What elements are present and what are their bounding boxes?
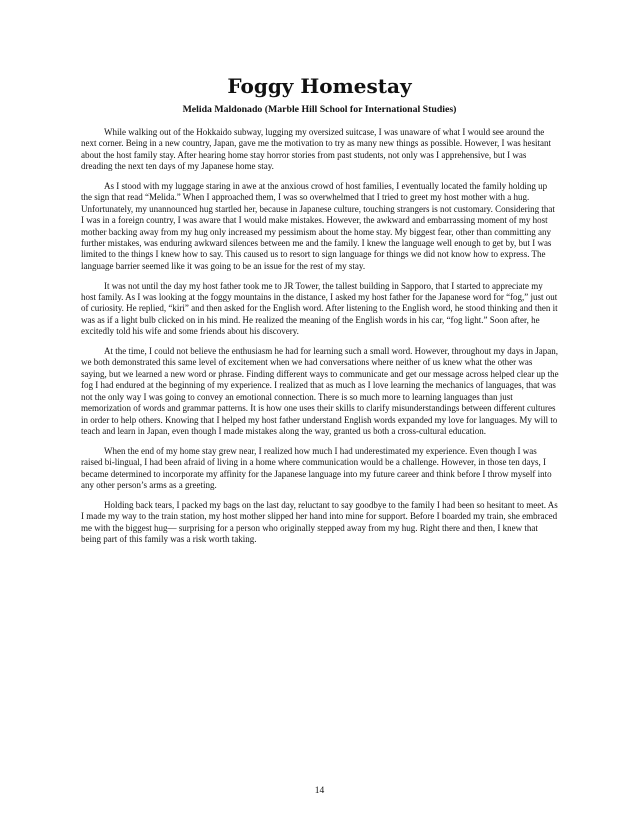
paragraph-3: It was not until the day my host father took me to JR Tower, the tallest building in Sapporo, that I started to appreciate my host family. As I was looking at the foggy mountains in the distance, I asked my host father for the Japanese word for “fog,” just out of curiosity. He replied, “kiri” and then asked for the English word. After listening to the English word, he stood thinking and then it was as if a light bulb clicked on in his mind. He realized the meaning of the English words in his car, “fog light.” Soon after, he excitedly told his wife and some friends about his discovery. [81, 280, 558, 337]
paragraph-4: At the time, I could not believe the enthusiasm he had for learning such a small word. However, throughout my days in Japan, we both demonstrated this same level of excitement when we had conversations where neither of us knew what the other was saying, but we learned a new word or phrase. Finding different ways to communicate and get our message across helped clear up the fog I had endured at the beginning of my experience. I realized that as much as I love learning the mechanics of languages, that was not the only way I was going to convey an emotional connection. There is so much more to learning languages than just memorization of words and grammar patterns. It is how one uses their skills to clarify misunderstandings between different cultures in order to help others. Knowing that I helped my host father understand English words expanded my love for languages. My will to teach and learn in Japan, even though I made mistakes along the way, granted us both a cross-cultural education. [81, 346, 559, 436]
page-number: 14 [314, 786, 325, 796]
page-title: Foggy Homestay [227, 74, 412, 98]
paragraph-6: Holding back tears, I packed my bags on the last day, reluctant to say goodbye to the family I had been so hesitant to meet. As I made my way to the train station, my host mother slipped her hand into mine for support. Before I boarded my train, she embraced me with the biggest hug— surprising for a person who originally stepped away from my hug. Right there and then, I knew that being part of this family was a risk worth taking. [81, 499, 558, 544]
paragraph-2: As I stood with my luggage staring in awe at the anxious crowd of host families, I eventually located the family holding up the sign that read “Melida.” When I approached them, I was so overwhelmed that I tried to greet my host mother with a hug. Unfortunately, my unannounced hug startled her, because in Japanese culture, touching strangers is not customary. Considering that I was in a foreign country, I was aware that I would make mistakes. However, the awkward and embarrassing moment of my host mother backing away from my hug only increased my pessimism about the home stay. My biggest fear, other than committing any further mistakes, was enduring awkward silences between me and the family. I knew the language well enough to get by, but I was limited to the things I knew how to say. This caused us to resort to sign language for things we did not know how to express. The language barrier seemed like it was going to be an issue for the rest of my stay. [81, 181, 555, 271]
paragraph-1: While walking out of the Hokkaido subway, lugging my oversized suitcase, I was unaware of what I would see around the next corner. Being in a new country, Japan, gave me the motivation to try as many new things as possible. However, I was hesitant about the host family stay. After hearing home stay horror stories from past students, not only was I apprehensive, but I was dreading the next ten days of my Japanese home stay. [81, 127, 551, 172]
essay-body [81, 127, 559, 554]
author-byline: Melida Maldonado (Marble Hill School for International Studies) [182, 104, 457, 115]
paragraph-5: When the end of my home stay grew near, I realized how much I had underestimated my experience. Even though I was raised bi-lingual, I had been afraid of living in a home where communication would be a challenge. However, in those ten days, I became determined to incorporate my affinity for the Japanese language into my future career and think before I throw myself into any other person’s arms as a greeting. [81, 445, 552, 490]
